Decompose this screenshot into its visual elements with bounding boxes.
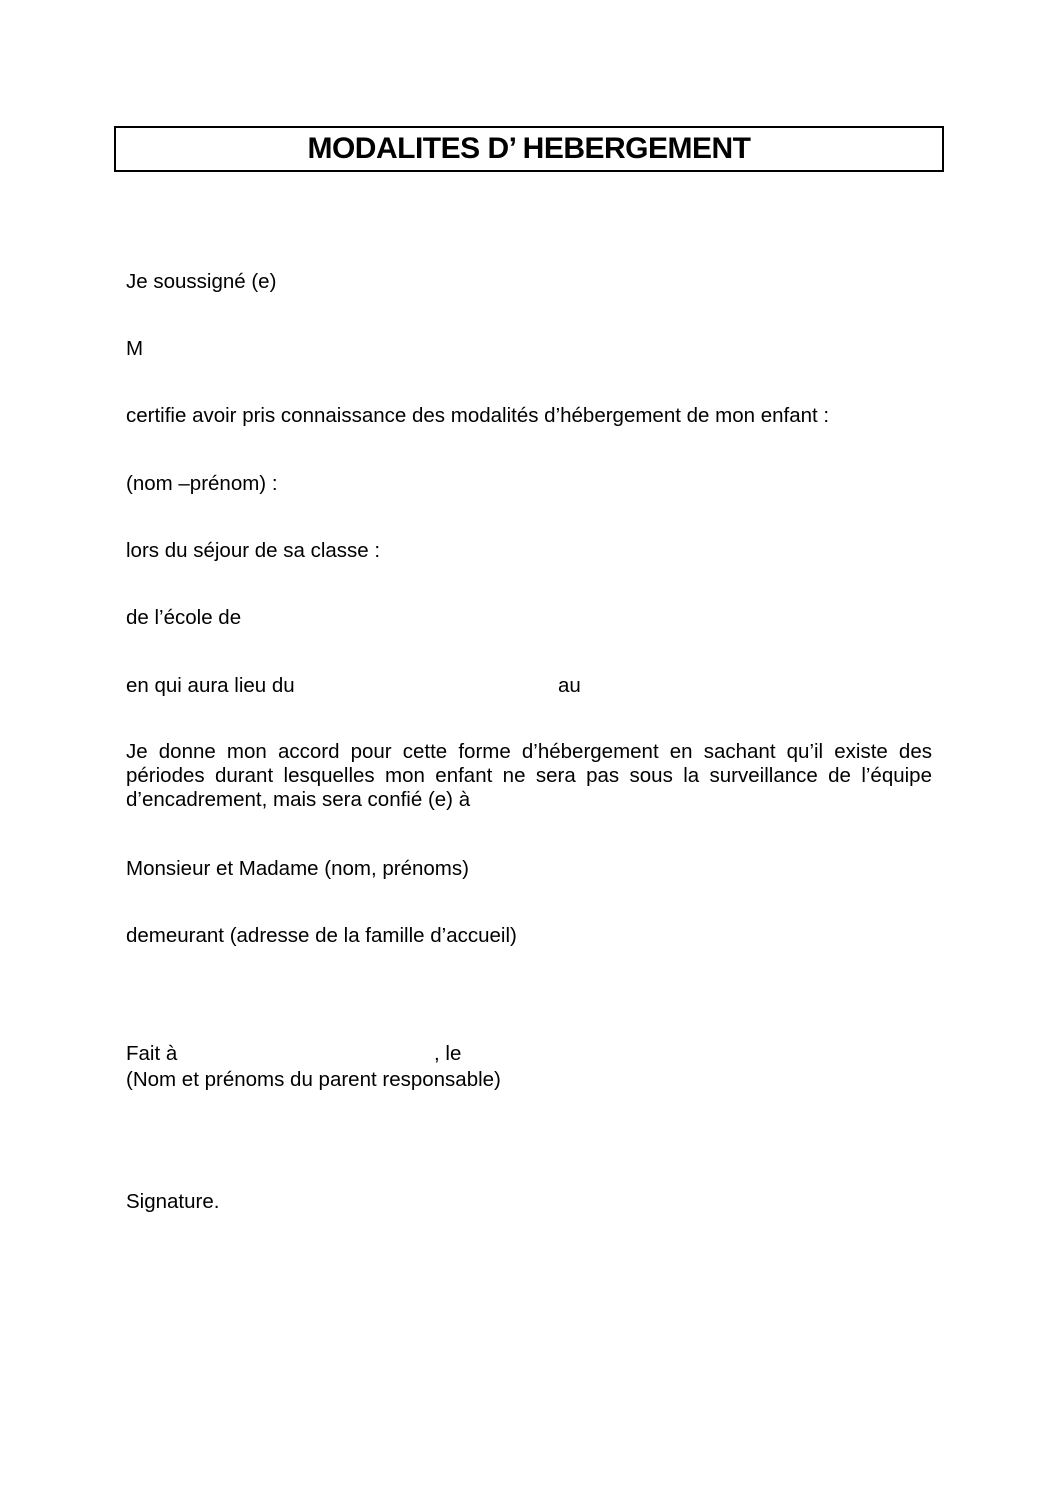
agreement-paragraph — [126, 740, 932, 812]
certify-statement: certifie avoir pris connaissance des modalités d’hébergement de mon enfant : — [126, 404, 830, 427]
made-on-label: , le — [434, 1042, 462, 1065]
page-title: MODALITES D’ HEBERGEMENT — [307, 132, 751, 165]
dates-to-label: au — [558, 674, 581, 697]
parent-name-label: (Nom et prénoms du parent responsable) — [126, 1068, 501, 1091]
agreement-line-1: Je donne mon accord pour cette forme d’hébergement en sachant qu’il existe des — [126, 740, 932, 763]
agreement-line-2: périodes durant lesquelles mon enfant ne sera pas sous la surveillance de l’équipe — [126, 764, 932, 787]
mister-label: M — [126, 337, 144, 360]
made-at-label: Fait à — [126, 1042, 178, 1065]
class-stay-label: lors du séjour de sa classe : — [126, 539, 381, 562]
title-box — [114, 126, 944, 172]
host-address-label: demeurant (adresse de la famille d’accueil) — [126, 924, 517, 947]
dates-from-label: en qui aura lieu du — [126, 674, 295, 697]
child-name-label: (nom –prénom) : — [126, 472, 278, 495]
host-family-label: Monsieur et Madame (nom, prénoms) — [126, 857, 469, 880]
agreement-line-3: d’encadrement, mais sera confié (e) à — [126, 788, 471, 811]
school-label: de l’école de — [126, 606, 242, 629]
undersigned-label: Je soussigné (e) — [126, 270, 277, 293]
signature-label: Signature. — [126, 1190, 220, 1213]
